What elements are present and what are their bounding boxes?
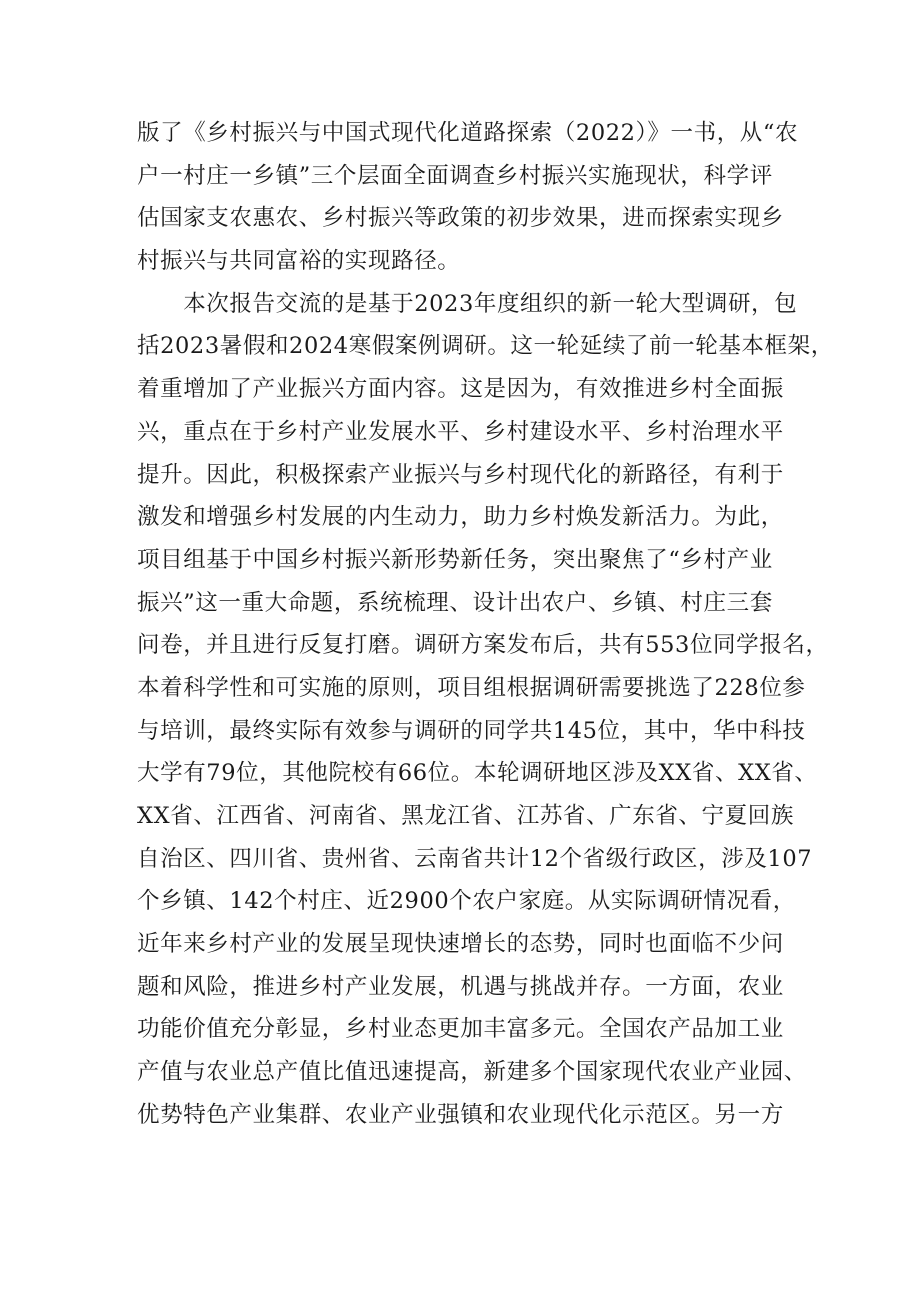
text-line: 版了《乡村振兴与中国式现代化道路探索（2022）》一书，从“农 bbox=[137, 120, 799, 146]
text-line: 着重增加了产业振兴方面内容。这是因为，有效推进乡村全面振 bbox=[137, 376, 784, 403]
text-line: 户一村庄一乡镇”三个层面全面调查乡村振兴实施现状，科学评 bbox=[137, 162, 773, 189]
text-line: 功能价值充分彰显，乡村业态更加丰富多元。全国农产品加工业 bbox=[137, 1016, 784, 1043]
text-line: 振兴”这一重大命题，系统梳理、设计出农户、乡镇、村庄三套 bbox=[137, 589, 773, 616]
text-line: 本次报告交流的是基于2023年度组织的新一轮大型调研，包 bbox=[137, 290, 798, 317]
text-line: 兴，重点在于乡村产业发展水平、乡村建设水平、乡村治理水平 bbox=[137, 418, 784, 445]
text-line: 括2023暑假和2024寒假案例调研。这一轮延续了前一轮基本框架， bbox=[137, 333, 834, 360]
text-line: 题和风险，推进乡村产业发展，机遇与挑战并存。一方面，农业 bbox=[137, 973, 784, 1000]
text-line: 估国家支农惠农、乡村振兴等政策的初步效果，进而探索实现乡 bbox=[137, 205, 784, 232]
text-line: 优势特色产业集群、农业产业强镇和农业现代化示范区。另一方 bbox=[137, 1101, 784, 1128]
text-line: 提升。因此，积极探索产业振兴与乡村现代化的新路径，有利于 bbox=[137, 461, 784, 488]
text-line: 项目组基于中国乡村振兴新形势新任务，突出聚焦了“乡村产业 bbox=[137, 546, 773, 573]
text-line: XX省、江西省、河南省、黑龙江省、江苏省、广东省、宁夏回族 bbox=[137, 803, 794, 829]
text-line: 近年来乡村产业的发展呈现快速增长的态势，同时也面临不少问 bbox=[137, 931, 784, 958]
text-line: 大学有79位，其他院校有66位。本轮调研地区涉及XX省、XX省、 bbox=[137, 760, 818, 787]
text-line: 本着科学性和可实施的原则，项目组根据调研需要挑选了228位参 bbox=[137, 674, 806, 701]
body-text bbox=[137, 112, 834, 1137]
text-line: 产值与农业总产值比值迅速提高，新建多个国家现代农业产业园、 bbox=[137, 1059, 807, 1086]
text-line: 问卷，并且进行反复打磨。调研方案发布后，共有553位同学报名， bbox=[137, 632, 829, 659]
text-line: 与培训，最终实际有效参与调研的同学共145位，其中，华中科技 bbox=[137, 717, 806, 744]
text-line: 个乡镇、142个村庄、近2900个农户家庭。从实际调研情况看， bbox=[137, 888, 796, 915]
text-line: 自治区、四川省、贵州省、云南省共计12个省级行政区，涉及107 bbox=[137, 845, 813, 872]
text-line: 激发和增强乡村发展的内生动力，助力乡村焕发新活力。为此， bbox=[137, 504, 784, 531]
text-line: 村振兴与共同富裕的实现路径。 bbox=[137, 248, 461, 275]
